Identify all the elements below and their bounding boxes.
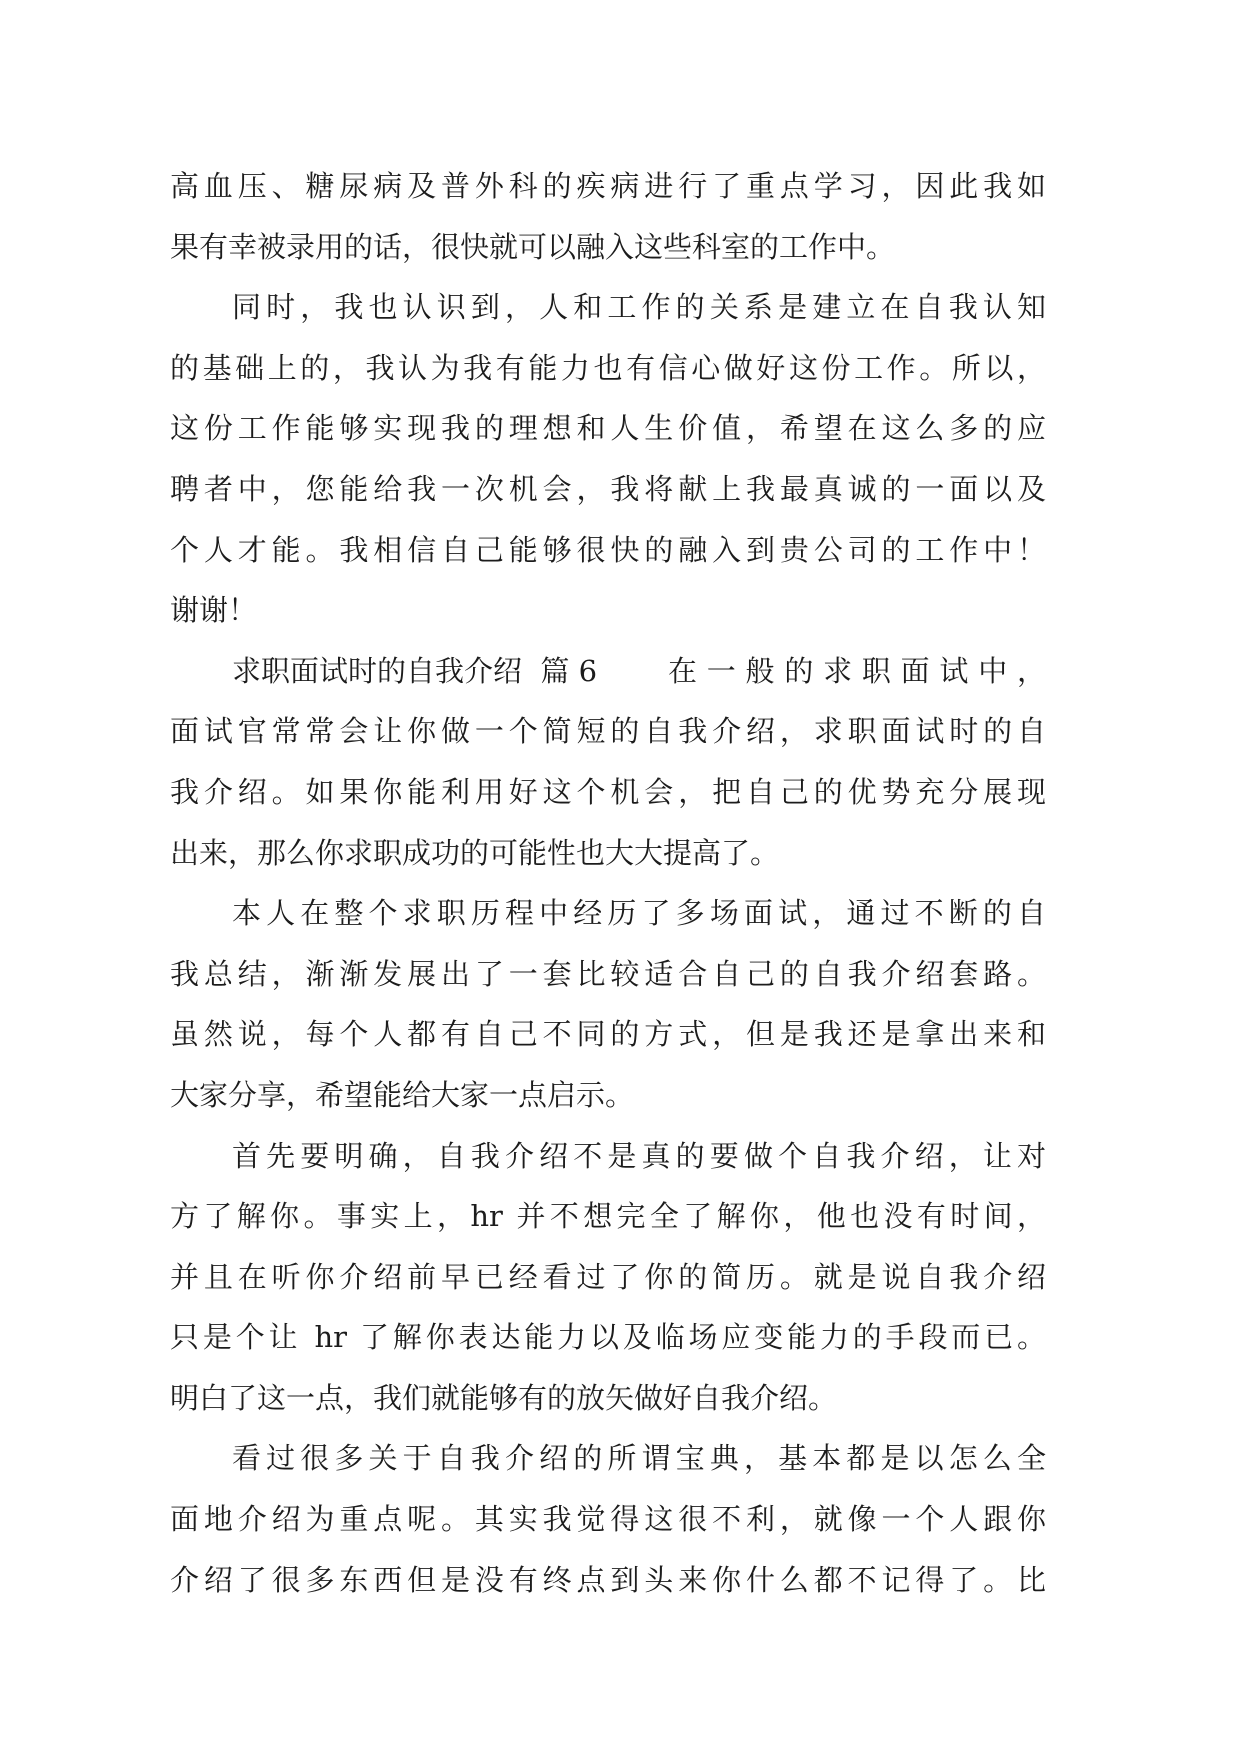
paragraph [170,1428,1046,1610]
text-line: 只是个让 hr 了解你表达能力以及临场应变能力的手段而已。 [170,1320,1046,1355]
text-line: 个人才能。我相信自己能够很快的融入到贵公司的工作中！ [170,532,1046,567]
text-line: 我介绍。如果你能利用好这个机会，把自己的优势充分展现 [170,774,1046,809]
text-line: 面试官常常会让你做一个简短的自我介绍，求职面试时的自 [170,714,1046,749]
text-line: 出来，那么你求职成功的可能性也大大提高了。 [170,835,780,870]
text-line: 明白了这一点，我们就能够有的放矢做好自我介绍。 [170,1380,838,1415]
text-line: 介绍了很多东西但是没有终点到头来你什么都不记得了。比 [170,1562,1046,1597]
paragraph [170,277,1046,641]
text-line: 的基础上的，我认为我有能力也有信心做好这份工作。所以， [170,350,1046,385]
text-line: 虽然说，每个人都有自己不同的方式，但是我还是拿出来和 [170,1017,1046,1052]
text-line: 果有幸被录用的话，很快就可以融入这些科室的工作中。 [170,229,896,264]
text-line: 在一般的求职面试中， [668,653,1046,688]
section-heading: 求职面试时的自我介绍 篇 6 [232,653,598,688]
text-line: 我总结，渐渐发展出了一套比较适合自己的自我介绍套路。 [170,956,1046,991]
paragraph [170,1126,1046,1429]
text-line: 高血压、糖尿病及普外科的疾病进行了重点学习，因此我如 [170,169,1046,203]
text-line: 面地介绍为重点呢。其实我觉得这很不利，就像一个人跟你 [170,1502,1046,1537]
text-line: 谢谢！ [170,593,258,628]
text-line: 大家分享，希望能给大家一点启示。 [170,1077,635,1112]
text-line: 首先要明确，自我介绍不是真的要做个自我介绍，让对 [232,1138,1046,1173]
paragraph [170,156,1046,277]
text-line: 并且在听你介绍前早已经看过了你的简历。就是说自我介绍 [170,1259,1046,1294]
section-heading-line [170,641,1046,702]
text-line: 这份工作能够实现我的理想和人生价值，希望在这么多的应 [170,411,1046,446]
text-line: 看过很多关于自我介绍的所谓宝典，基本都是以怎么全 [232,1441,1046,1476]
paragraph [170,883,1046,1125]
text-line: 方了解你。事实上，hr 并不想完全了解你，他也没有时间， [170,1199,1046,1234]
text-line: 聘者中，您能给我一次机会，我将献上我最真诚的一面以及 [170,471,1046,506]
document-body [170,156,1046,1610]
paragraph [170,641,1046,883]
text-line: 本人在整个求职历程中经历了多场面试，通过不断的自 [232,896,1046,931]
text-line: 同时，我也认识到，人和工作的关系是建立在自我认知 [232,290,1046,325]
